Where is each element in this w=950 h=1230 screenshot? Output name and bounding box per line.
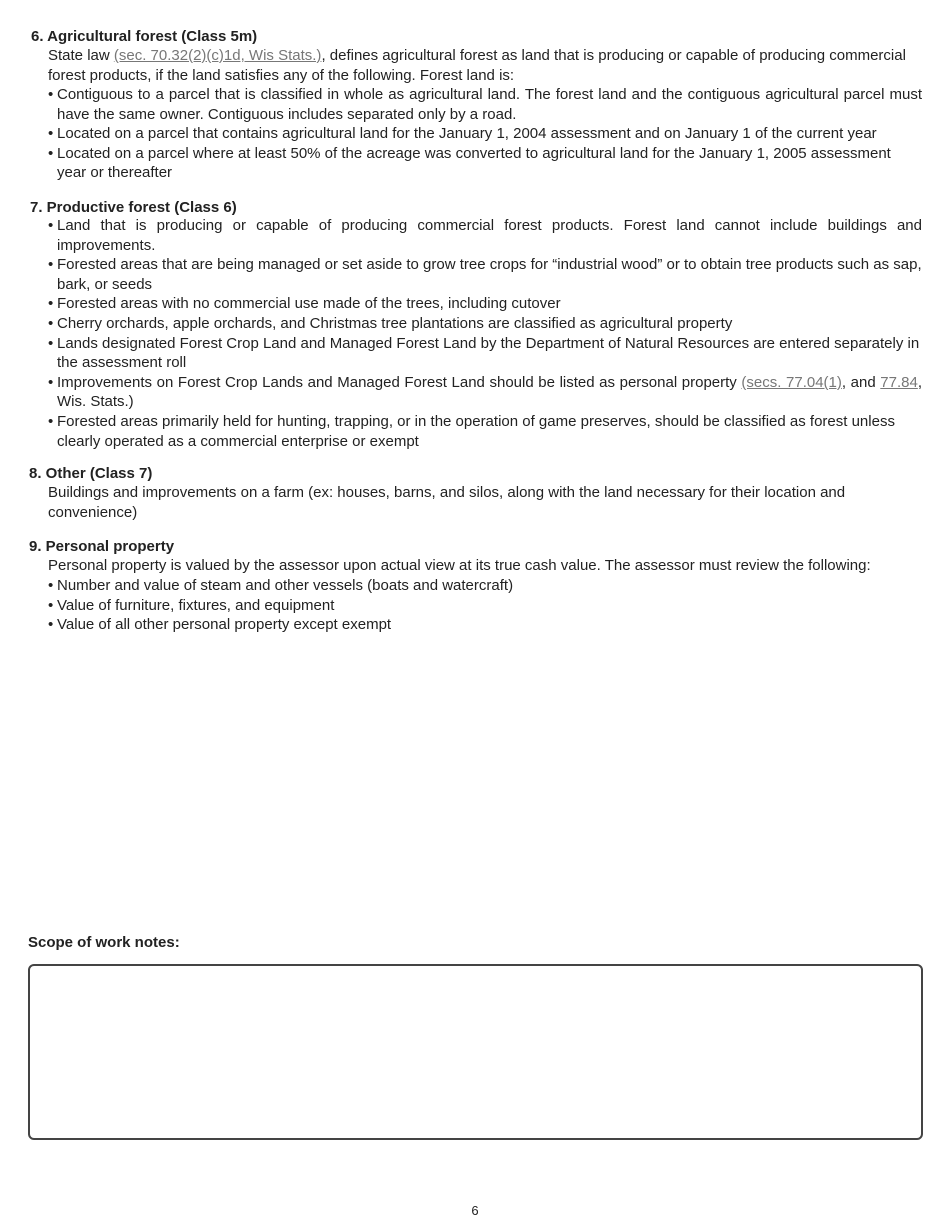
list-item: • Located on a parcel that contains agricultural land for the January 1, 2004 assessment and on January 1 of the current year — [48, 124, 922, 144]
section-9-bullets — [48, 576, 922, 635]
scope-of-work-notes-label: Scope of work notes: — [28, 934, 180, 951]
list-item: • Located on a parcel where at least 50% of the acreage was converted to agricultural land for the January 1, 2005 assessment year or thereafter — [48, 144, 922, 183]
section-6-intro: State law (sec. 70.32(2)(c)1d, Wis Stats.), defines agricultural forest as land that is producing or capable of producing commercial forest products, if the land satisfies any of the following. Forest land is: — [48, 47, 906, 84]
section-8-heading: 8. Other (Class 7) — [29, 465, 153, 482]
section-6-bullets — [48, 85, 922, 183]
list-item: • Lands designated Forest Crop Land and Managed Forest Land by the Department of Natural Resources are entered separately in the assessment roll — [48, 334, 922, 373]
statute-link-70-32[interactable]: (sec. 70.32(2)(c)1d, Wis Stats.) — [113, 47, 322, 64]
section-7-heading: 7. Productive forest (Class 6) — [30, 199, 237, 216]
page-number: 6 — [471, 1203, 479, 1218]
list-item: • Land that is producing or capable of producing commercial forest products. Forest land cannot include buildings and improvements. — [48, 216, 922, 255]
section-7-bullets — [48, 216, 922, 451]
section-8-body: Buildings and improvements on a farm (ex: houses, barns, and silos, along with the land necessary for their location and convenience) — [48, 484, 846, 521]
section-9-heading: 9. Personal property — [29, 538, 175, 555]
statute-link-77-04[interactable]: (secs. 77.04(1) — [741, 373, 842, 391]
list-item: • Contiguous to a parcel that is classified in whole as agricultural land. The forest land and the contiguous agricultural parcel must have the same owner. Contiguous includes separated only by a road. — [48, 85, 922, 124]
list-item: • Value of furniture, fixtures, and equipment — [48, 596, 922, 616]
list-item: • Number and value of steam and other vessels (boats and watercraft) — [48, 576, 922, 596]
list-item: • Cherry orchards, apple orchards, and Christmas tree plantations are classified as agricultural property — [48, 314, 922, 334]
list-item: • Improvements on Forest Crop Lands and Managed Forest Land should be listed as personal property (secs. 77.04(1), and 77.84, Wis. Stats.) — [48, 373, 922, 412]
section-6-heading: 6. Agricultural forest (Class 5m) — [31, 28, 258, 45]
list-item: • Value of all other personal property except exempt — [48, 615, 922, 635]
section-9-body: Personal property is valued by the assessor upon actual view at its true cash value. The assessor must review the following: — [48, 557, 871, 574]
list-item: • Forested areas with no commercial use made of the trees, including cutover — [48, 294, 922, 314]
list-item: • Forested areas that are being managed or set aside to grow tree crops for “industrial wood” or to obtain tree products such as sap, bark, or seeds — [48, 255, 922, 294]
statute-link-77-84[interactable]: 77.84 — [880, 373, 918, 391]
list-item: • Forested areas primarily held for hunting, trapping, or in the operation of game preserves, should be classified as forest unless clearly operated as a commercial enterprise or exempt — [48, 412, 922, 451]
scope-of-work-notes-field[interactable] — [28, 964, 923, 1140]
